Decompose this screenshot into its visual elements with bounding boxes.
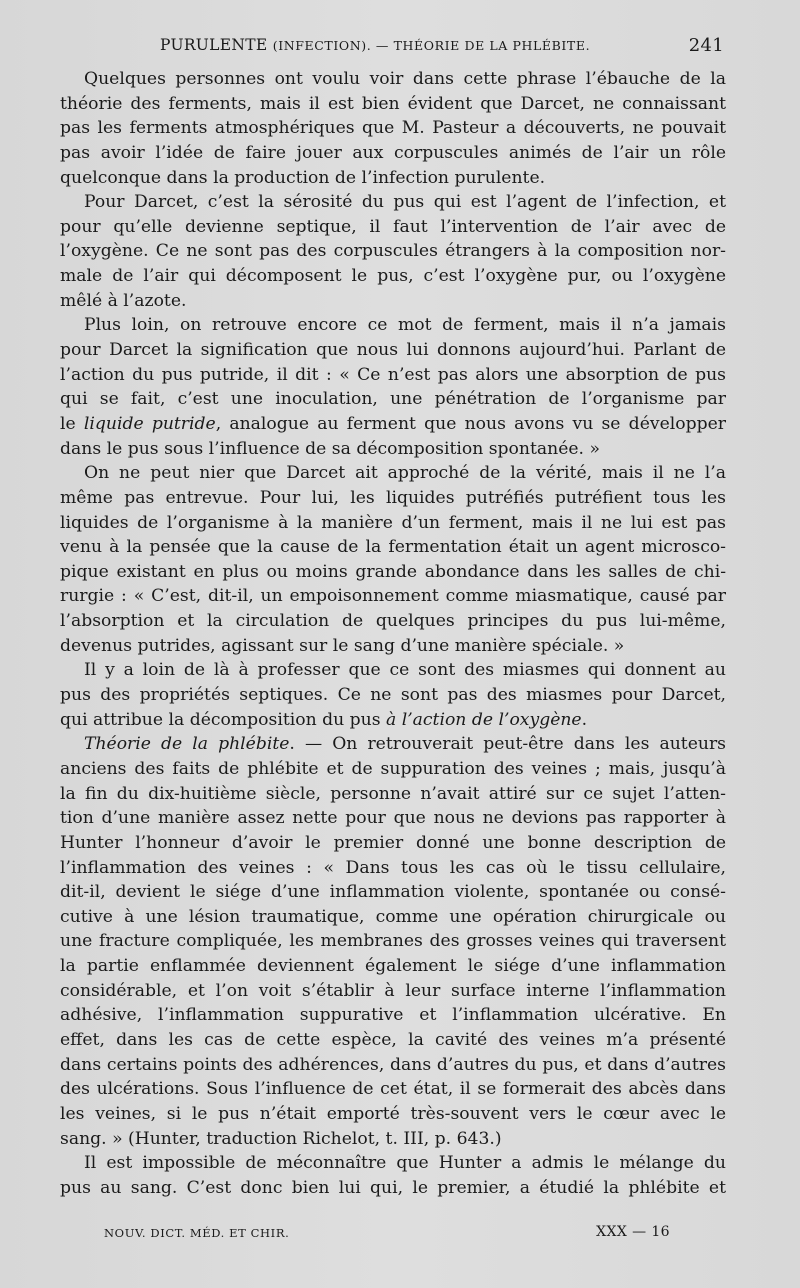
text-segment: . — On retrouverait peut-être dans les auteurs	[289, 734, 726, 755]
text-line: Il est impossible de méconnaître que Hunter a admis le mélange du	[84, 1153, 726, 1174]
running-head-title-main: PURULENTE	[160, 36, 268, 54]
text-line: adhésive, l’inflammation suppurative et l’inflammation ulcérative. En	[60, 1005, 726, 1026]
footer-sheet-number: XXX — 16	[596, 1224, 670, 1240]
italic-phrase: liquide putride	[83, 413, 216, 434]
text-line	[60, 412, 726, 437]
page-number: 241	[688, 35, 724, 56]
text-segment: , analogue au ferment que nous avons vu se développer	[215, 413, 726, 434]
text-segment: qui attribue la décomposition du pus	[60, 709, 387, 730]
text-line: rurgie : « C’est, dit-il, un empoisonnement comme miasmatique, causé par	[60, 586, 726, 607]
text-line: Hunter l’honneur d’avoir le premier donné une bonne description de	[60, 832, 726, 853]
text-line: théorie des ferments, mais il est bien évident que Darcet, ne connaissant	[60, 93, 726, 114]
text-line: dit-il, devient le siége d’une inflammation violente, spontanée ou consé-	[60, 882, 726, 903]
text-line: même pas entrevue. Pour lui, les liquides putréfiés putréfient tous les	[60, 487, 726, 508]
footer-signature: NOUV. DICT. MÉD. ET CHIR.	[104, 1226, 290, 1240]
text-line: considérable, et l’on voit s’établir à leur surface interne l’inflammation	[60, 980, 726, 1001]
running-head-title-rest: — THÉORIE DE LA PHLÉBITE.	[371, 38, 591, 53]
running-head-title	[160, 36, 590, 54]
text-line: Quelques personnes ont voulu voir dans cette phrase l’ébauche de la	[84, 69, 726, 89]
text-line: Il y a loin de là à professer que ce sont des miasmes qui donnent au	[84, 660, 726, 681]
text-line: pas avoir l’idée de faire jouer aux corpuscules animés de l’air un rôle	[60, 142, 726, 163]
text-segment: le	[60, 413, 84, 434]
text-line: cutive à une lésion traumatique, comme une opération chirurgicale ou	[60, 906, 726, 927]
text-line: pour qu’elle devienne septique, il faut l’intervention de l’air avec de	[60, 216, 726, 237]
text-line: la fin du dix-huitième siècle, personne n’avait attiré sur ce sujet l’atten-	[60, 783, 726, 804]
text-line: qui se fait, c’est une inoculation, une pénétration de l’organisme par	[60, 389, 726, 410]
text-line: male de l’air qui décomposent le pus, c’est l’oxygène pur, ou l’oxygène	[60, 266, 726, 287]
text-line: l’action du pus putride, il dit : « Ce n’est pas alors une absorption de pus	[60, 364, 726, 385]
text-line: pour Darcet la signification que nous lui donnons aujourd’hui. Parlant de	[60, 340, 726, 361]
text-line	[60, 732, 726, 757]
text-line: venu à la pensée que la cause de la fermentation était un agent microsco-	[60, 537, 726, 558]
text-line: la partie enflammée deviennent également le siége d’une inflammation	[60, 956, 726, 977]
text-line: Plus loin, on retrouve encore ce mot de ferment, mais il n’a jamais	[84, 315, 726, 336]
text-line: Pour Darcet, c’est la sérosité du pus qui est l’agent de l’infection, et	[84, 192, 726, 213]
text-line: tion d’une manière assez nette pour que nous ne devions pas rapporter à	[60, 808, 726, 829]
page-footer	[104, 1224, 670, 1242]
text-line: l’inflammation des veines : « Dans tous les cas où le tissu cellulaire,	[60, 857, 726, 878]
text-segment: .	[581, 709, 588, 730]
text-line: des ulcérations. Sous l’influence de cet état, il se formerait des abcès dans	[60, 1079, 726, 1100]
text-line: pus au sang. C’est donc bien lui qui, le premier, a étudié la phlébite et	[60, 1177, 726, 1198]
text-line: une fracture compliquée, les membranes des grosses veines qui traversent	[60, 931, 726, 952]
running-head	[60, 36, 726, 58]
text-line: devenus putrides, agissant sur le sang d’une manière spéciale. »	[60, 635, 625, 656]
text-line: sang. » (Hunter, traduction Richelot, t. III, p. 643.)	[60, 1128, 502, 1149]
text-line: pas les ferments atmosphériques que M. Pasteur a découverts, ne pouvait	[60, 118, 726, 139]
text-line: l’oxygène. Ce ne sont pas des corpuscules étrangers à la composition nor-	[60, 241, 726, 262]
text-line: dans le pus sous l’influence de sa décomposition spontanée. »	[60, 438, 600, 459]
text-line: quelconque dans la production de l’infection purulente.	[60, 167, 546, 188]
text-line: pus des propriétés septiques. Ce ne sont pas des miasmes pour Darcet,	[60, 685, 726, 706]
text-line: effet, dans les cas de cette espèce, la cavité des veines m’a présenté	[60, 1029, 726, 1050]
text-line: l’absorption et la circulation de quelques principes du pus lui-même,	[60, 611, 726, 632]
italic-phrase: à l’action de l’oxygène	[386, 709, 582, 730]
running-head-title-paren: (INFECTION).	[272, 38, 372, 53]
italic-phrase: Théorie de la phlébite	[84, 734, 290, 755]
text-line: On ne peut nier que Darcet ait approché de la vérité, mais il ne l’a	[84, 463, 726, 484]
text-line: anciens des faits de phlébite et de suppuration des veines ; mais, jusqu’à	[60, 758, 726, 779]
body-text	[60, 67, 726, 1200]
text-line	[60, 708, 726, 733]
text-line: pique existant en plus ou moins grande abondance dans les salles de chi-	[60, 561, 726, 582]
text-line: mêlé à l’azote.	[60, 290, 187, 311]
text-line: dans certains points des adhérences, dans d’autres du pus, et dans d’autres	[60, 1054, 726, 1075]
text-line: liquides de l’organisme à la manière d’un ferment, mais il ne lui est pas	[60, 512, 726, 533]
text-line: les veines, si le pus n’était emporté très-souvent vers le cœur avec le	[60, 1103, 726, 1124]
